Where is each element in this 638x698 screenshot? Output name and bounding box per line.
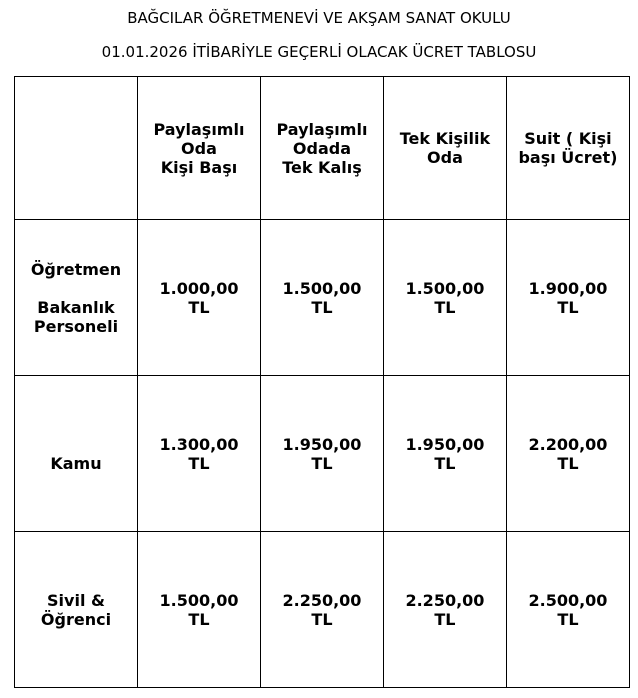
row-label-civilian-student: Sivil & Öğrenci: [15, 532, 138, 688]
price-cell: 1.900,00 TL: [506, 220, 629, 376]
price-cell: 1.500,00 TL: [137, 532, 260, 688]
header-cell-suite: Suit ( Kişi başı Ücret): [506, 77, 629, 220]
header-row: [15, 77, 630, 220]
price-table: [14, 76, 630, 688]
row-label-teacher: Öğretmen Bakanlık Personeli: [15, 220, 138, 376]
table-row: [15, 376, 630, 532]
document-title: BAĞCILAR ÖĞRETMENEVİ VE AKŞAM SANAT OKULU: [127, 9, 511, 27]
table-row: [15, 532, 630, 688]
price-cell: 1.950,00 TL: [383, 376, 506, 532]
price-cell: 1.300,00 TL: [137, 376, 260, 532]
table-row: [15, 220, 630, 376]
price-cell: 2.500,00 TL: [506, 532, 629, 688]
price-cell: 2.200,00 TL: [506, 376, 629, 532]
price-cell: 1.950,00 TL: [260, 376, 383, 532]
price-cell: 2.250,00 TL: [260, 532, 383, 688]
price-cell: 1.500,00 TL: [383, 220, 506, 376]
header-cell-shared-room-single-stay: Paylaşımlı Odada Tek Kalış: [260, 77, 383, 220]
row-label-public: Kamu: [15, 376, 138, 532]
price-cell: 1.500,00 TL: [260, 220, 383, 376]
price-cell: 1.000,00 TL: [137, 220, 260, 376]
header-cell-shared-room-per-person: Paylaşımlı Oda Kişi Başı: [137, 77, 260, 220]
header-corner-cell: [15, 77, 138, 220]
header-cell-single-room: Tek Kişilik Oda: [383, 77, 506, 220]
document-subtitle: 01.01.2026 İTİBARİYLE GEÇERLİ OLACAK ÜCRET TABLOSU: [101, 43, 537, 61]
price-cell: 2.250,00 TL: [383, 532, 506, 688]
